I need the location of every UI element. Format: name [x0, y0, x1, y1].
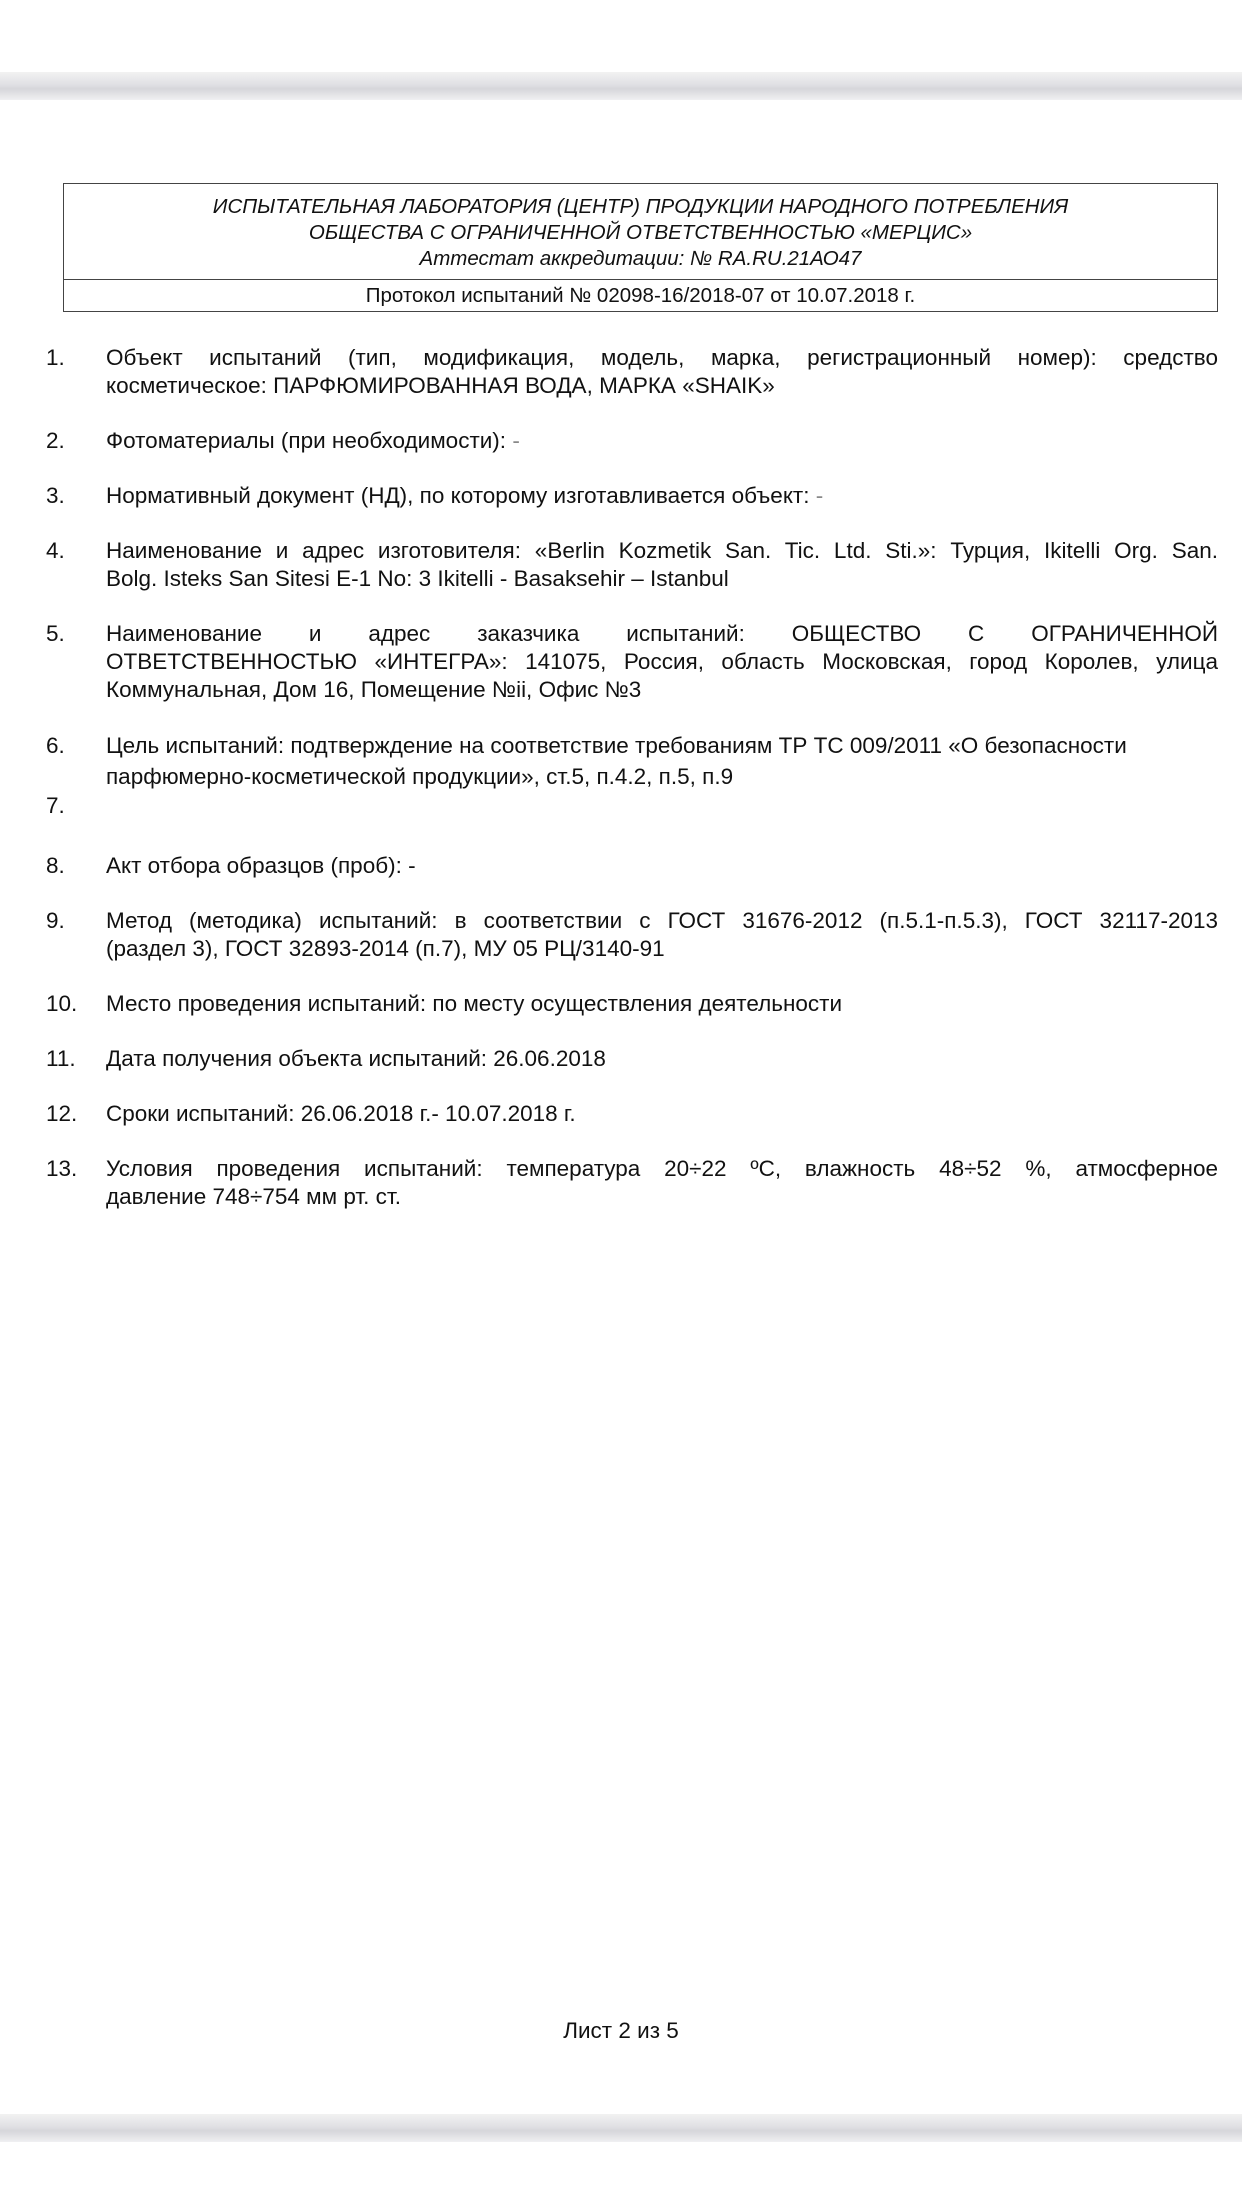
item-line: Нормативный документ (НД), по которому изготавливается объект:: [106, 483, 810, 508]
item-number: 13.: [46, 1156, 78, 1181]
item-text: [106, 1155, 1218, 1211]
lab-company-line: ОБЩЕСТВА С ОГРАНИЧЕННОЙ ОТВЕТСТВЕННОСТЬЮ «МЕРЦИС»: [308, 221, 973, 244]
page-separator-bottom: [0, 2114, 1242, 2142]
item-line: Акт отбора образцов (проб): -: [106, 853, 416, 878]
item-number: 12.: [46, 1101, 78, 1126]
page-number: Лист 2 из 5: [563, 2018, 679, 2043]
item-text: [106, 1045, 1218, 1073]
page-separator-top: [0, 72, 1242, 100]
item-text: [106, 344, 1218, 400]
item-number: 5.: [46, 621, 65, 646]
item-number: 9.: [46, 908, 65, 933]
item-line: (раздел 3), ГОСТ 32893-2014 (п.7), МУ 05 РЦ/3140-91: [106, 936, 665, 961]
item-number: 8.: [46, 853, 65, 878]
item-line: Место проведения испытаний: по месту осуществления деятельности: [106, 991, 843, 1016]
item-text: [106, 482, 1218, 510]
item-line: ОТВЕТСТВЕННОСТЬЮ «ИНТЕГРА»: 141075, Россия, область Московская, город Королев, улица: [106, 649, 1218, 674]
item-number: 6.: [46, 733, 65, 758]
item-line: Наименование и адрес изготовителя: «Berlin Kozmetik San. Tic. Ltd. Sti.»: Турция, Ikitelli Org. San.: [106, 538, 1218, 563]
item-line: Объект испытаний (тип, модификация, модель, марка, регистрационный номер): средство: [106, 345, 1218, 370]
item-line: Bolg. Isteks San Sitesi E-1 No: 3 Ikitelli - Basaksehir – Istanbul: [106, 566, 729, 591]
item-text: [106, 620, 1218, 704]
lab-header-box: [63, 183, 1218, 312]
item-text: [106, 852, 1218, 880]
item-text: [106, 990, 1218, 1018]
item-line: парфюмерно-косметической продукции», ст.5, п.4.2, п.5, п.9: [106, 764, 734, 789]
item-line: Сроки испытаний: 26.06.2018 г.- 10.07.2018 г.: [106, 1101, 576, 1126]
item-number: 11.: [46, 1046, 76, 1071]
item-number: 7.: [46, 793, 65, 818]
item-line: Наименование и адрес заказчика испытаний: ОБЩЕСТВО С ОГРАНИЧЕННОЙ: [106, 621, 1218, 646]
item-number: 2.: [46, 428, 65, 453]
item-dash: -: [815, 483, 824, 508]
item-line: Условия проведения испытаний: температура 20÷22 ºС, влажность 48÷52 %, атмосферное: [106, 1156, 1218, 1181]
item-line: косметическое: ПАРФЮМИРОВАННАЯ ВОДА, МАРКА «SHAIK»: [106, 373, 775, 398]
document-page: [0, 100, 1242, 2114]
lab-name-line: ИСПЫТАТЕЛЬНАЯ ЛАБОРАТОРИЯ (ЦЕНТР) ПРОДУКЦИИ НАРОДНОГО ПОТРЕБЛЕНИЯ: [212, 195, 1069, 218]
item-number: 4.: [46, 538, 65, 563]
item-text: [106, 730, 1218, 792]
item-line: Дата получения объекта испытаний: 26.06.2018: [106, 1046, 606, 1071]
item-text: [106, 1100, 1218, 1128]
item-text: [106, 907, 1218, 963]
item-line: Коммунальная, Дом 16, Помещение №ii, Офис №3: [106, 677, 642, 702]
item-line: Метод (методика) испытаний: в соответствии с ГОСТ 31676-2012 (п.5.1-п.5.3), ГОСТ 32117-2013: [106, 908, 1218, 933]
item-text: [106, 427, 1218, 455]
protocol-number: Протокол испытаний № 02098-16/2018-07 от 10.07.2018 г.: [365, 284, 916, 307]
accreditation-line: Аттестат аккредитации: № RA.RU.21АО47: [419, 247, 862, 270]
item-line: Фотоматериалы (при необходимости):: [106, 428, 507, 453]
item-number: 3.: [46, 483, 65, 508]
item-dash: -: [512, 428, 520, 453]
item-number: 10.: [46, 991, 78, 1016]
item-line: Цель испытаний: подтверждение на соответствие требованиям ТР ТС 009/2011 «О безопасности: [106, 733, 1127, 758]
lab-header-title: [64, 184, 1217, 280]
item-line: давление 748÷754 мм рт. ст.: [106, 1184, 401, 1209]
item-text: [106, 537, 1218, 593]
item-number: 1.: [46, 345, 65, 370]
